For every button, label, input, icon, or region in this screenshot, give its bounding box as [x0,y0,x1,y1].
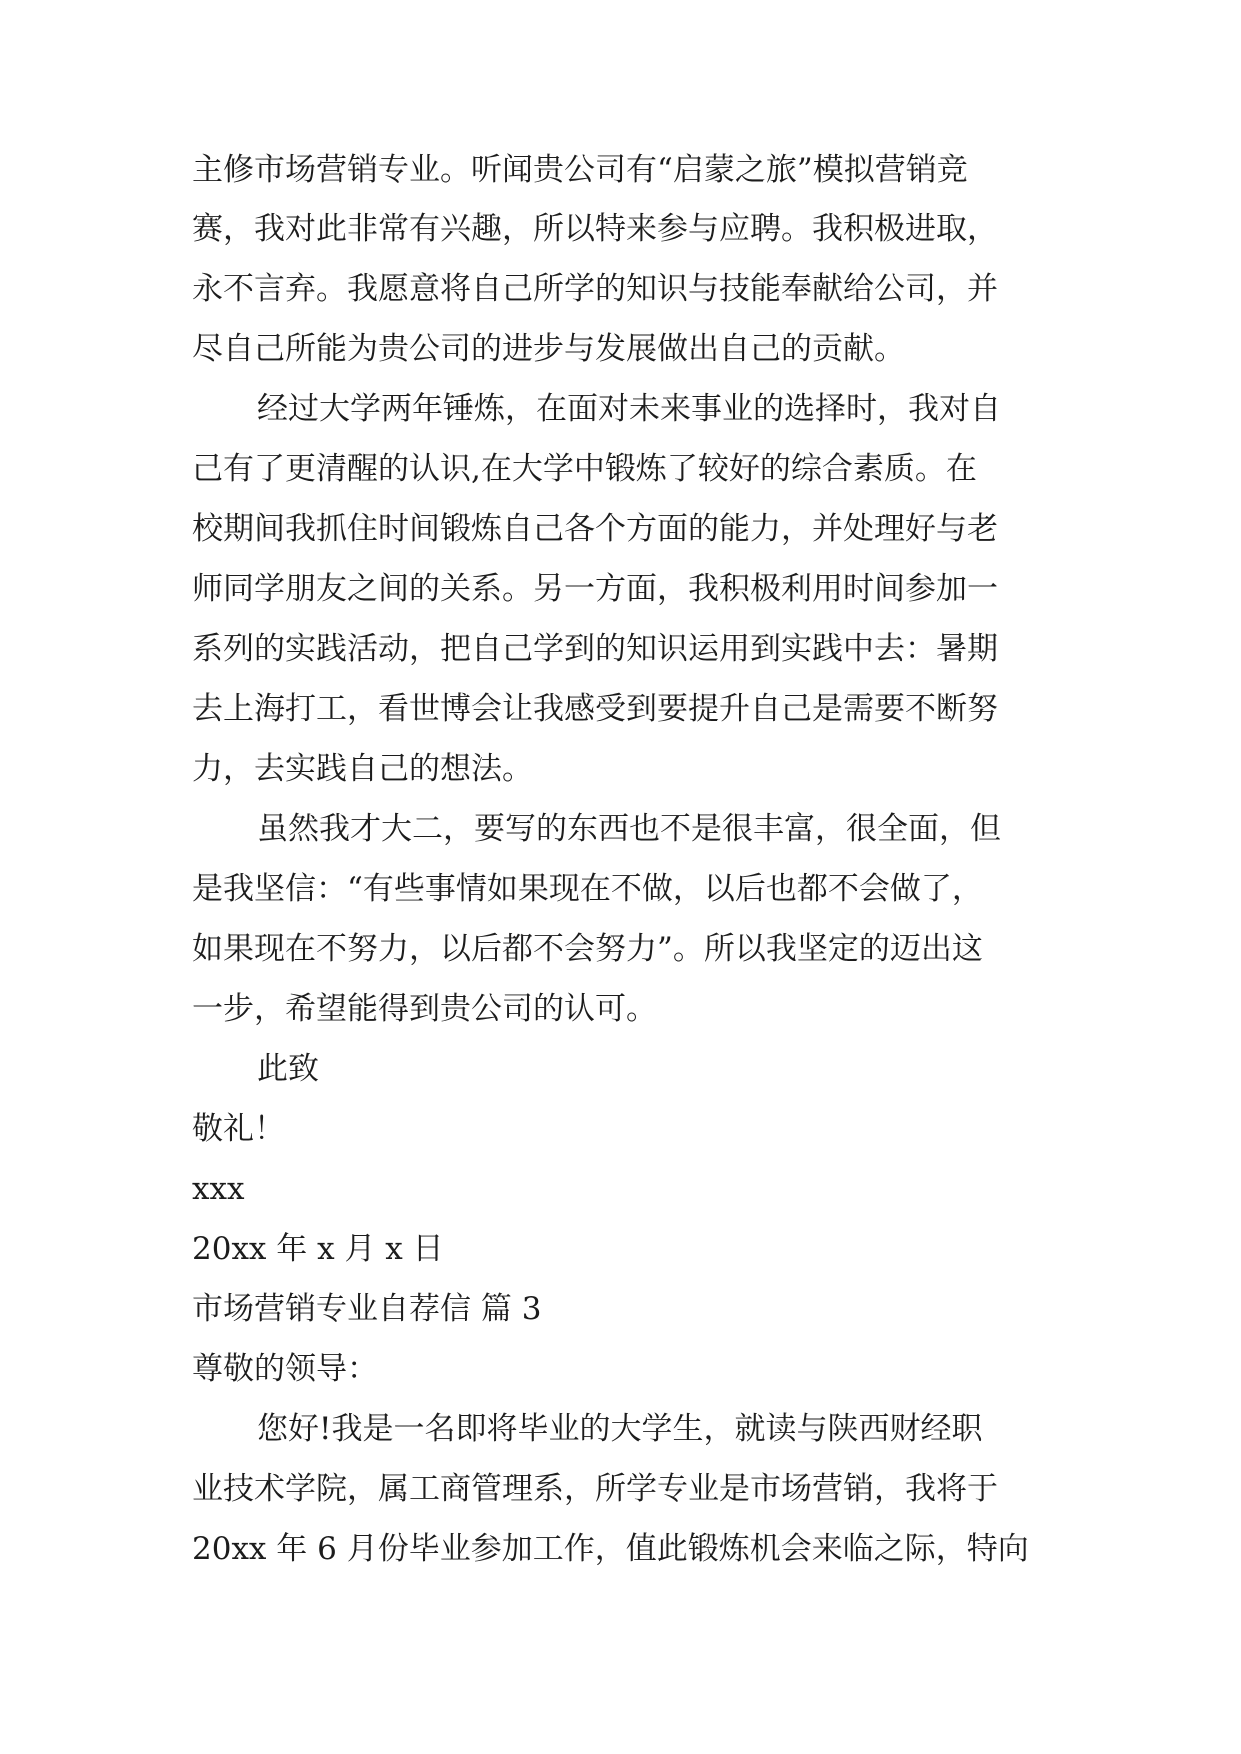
text-line: 如果现在不努力，以后都不会努力”。所以我坚定的迈出这 [192,931,983,967]
text-line: 是我坚信：“有些事情如果现在不做，以后也都不会做了， [192,871,983,907]
text-line: 系列的实践活动，把自己学到的知识运用到实践中去：暑期 [192,631,998,667]
text-line: 一步，希望能得到贵公司的认可。 [192,991,657,1027]
paragraph-start: 虽然我才大二，要写的东西也不是很丰富，很全面，但 [257,811,1001,847]
section-title: 市场营销专业自荐信 篇 3 [192,1291,542,1327]
paragraph-start: 您好!我是一名即将毕业的大学生，就读与陕西财经职 [257,1411,983,1447]
text-line: 校期间我抓住时间锻炼自己各个方面的能力，并处理好与老 [192,511,998,547]
text-line: 主修市场营销专业。听闻贵公司有“启蒙之旅”模拟营销竞 [192,152,968,188]
text-line: 去上海打工，看世博会让我感受到要提升自己是需要不断努 [192,691,998,727]
date-line: 20xx 年 x 月 x 日 [192,1231,444,1267]
text-line: 尽自己所能为贵公司的进步与发展做出自己的贡献。 [192,331,905,367]
signature: xxx [192,1171,245,1207]
closing-salutation: 此致 [257,1051,319,1087]
text-line: 师同学朋友之间的关系。另一方面，我积极利用时间参加一 [192,571,998,607]
closing-respect: 敬礼！ [192,1111,285,1147]
text-line: 20xx 年 6 月份毕业参加工作，值此锻炼机会来临之际，特向 [192,1531,1029,1567]
text-line: 力，去实践自己的想法。 [192,751,533,787]
greeting: 尊敬的领导： [192,1351,378,1387]
text-line: 业技术学院，属工商管理系，所学专业是市场营销，我将于 [192,1471,998,1507]
text-line: 永不言弃。我愿意将自己所学的知识与技能奉献给公司，并 [192,271,998,307]
text-line: 己有了更清醒的认识,在大学中锻炼了较好的综合素质。在 [192,451,977,487]
paragraph-start: 经过大学两年锤炼，在面对未来事业的选择时，我对自 [257,391,1001,427]
text-line: 赛，我对此非常有兴趣，所以特来参与应聘。我积极进取， [192,211,998,247]
